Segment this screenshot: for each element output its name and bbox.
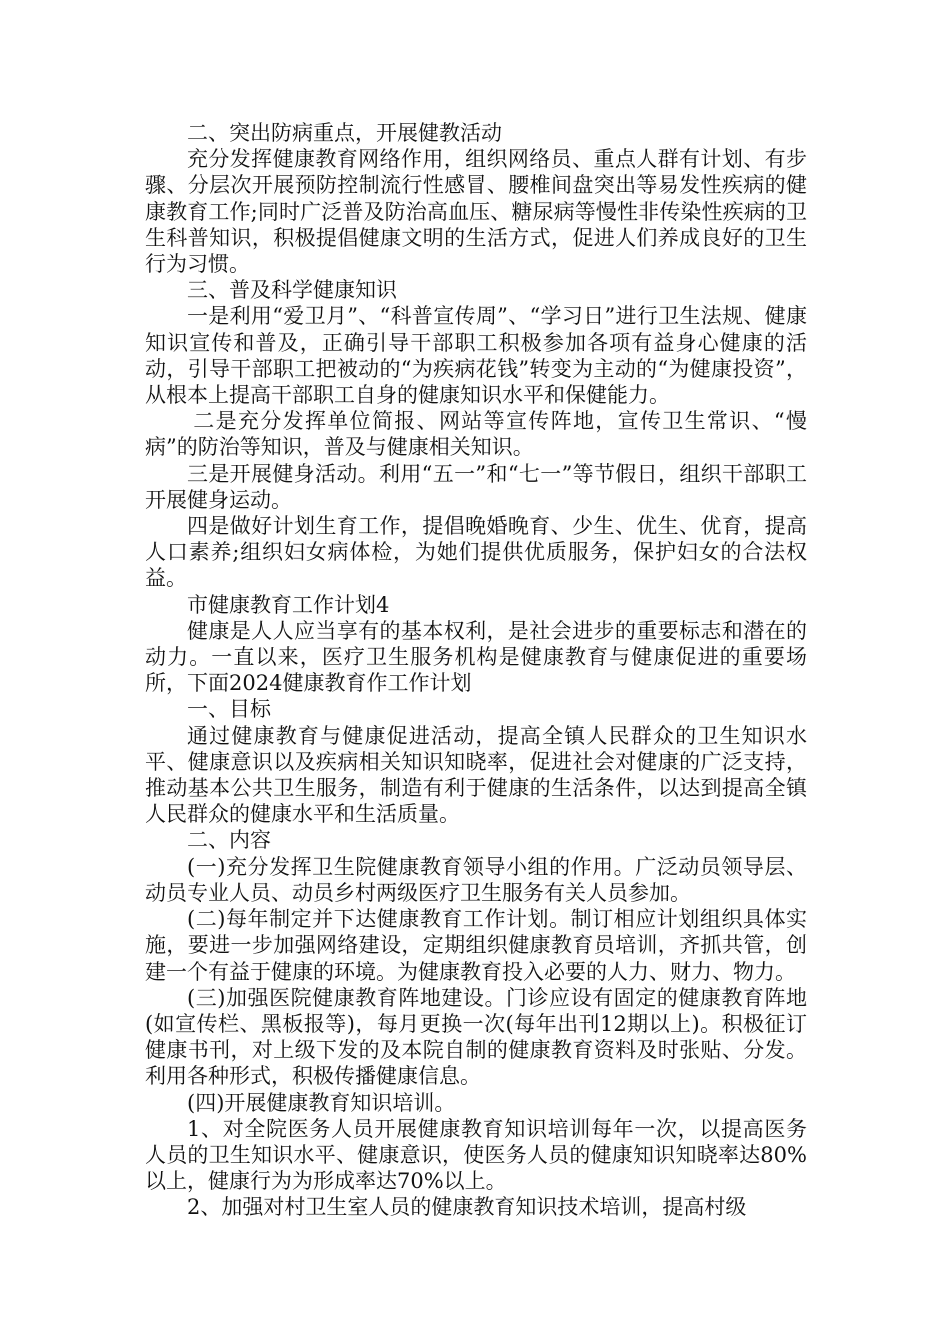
paragraph-network-role: 充分发挥健康教育网络作用，组织网络员、重点人群有计划、有步骤、分层次开展预防控制流行性感冒、腰椎间盘突出等易发性疾病的健康教育工作;同时广泛普及防治高血压、糖尿病等慢性非传染性疾病的卫生科普知识，积极提倡健康文明的生活方式，促进人们养成良好的卫生行为习惯。 — [145, 147, 807, 277]
section-heading-goals: 一、目标 — [187, 697, 271, 722]
paragraph-item-two: 二是充分发挥单位简报、网站等宣传阵地，宣传卫生常识、“慢病”的防治等知识，普及与健康相关知识。 — [145, 409, 807, 460]
paragraph-content-two: (二)每年制定并下达健康教育工作计划。制订相应计划组织具体实施，要进一步加强网络建设，定期组织健康教育员培训，齐抓共管，创建一个有益于健康的环境。为健康教育投入必要的人力、财力、物力。 — [145, 907, 807, 984]
paragraph-item-one: 一是利用“爱卫月”、“科普宣传周”、“学习日”进行卫生法规、健康知识宣传和普及，正确引导干部职工积极参加各项有益身心健康的活动，引导干部职工把被动的“为疾病花钱”转变为主动的“为健康投资”，从根本上提高干部职工自身的健康知识水平和保健能力。 — [145, 304, 807, 408]
paragraph-content-one: (一)充分发挥卫生院健康教育领导小组的作用。广泛动员领导层、动员专业人员、动员乡村两级医疗卫生服务有关人员参加。 — [145, 854, 807, 905]
paragraph-training-two: 2、加强对村卫生室人员的健康教育知识技术培训，提高村级 — [187, 1195, 747, 1220]
document-body — [145, 120, 807, 1221]
paragraph-goals: 通过健康教育与健康促进活动，提高全镇人民群众的卫生知识水平、健康意识以及疾病相关知识知晓率，促进社会对健康的广泛支持，推动基本公共卫生服务，制造有利于健康的生活条件，以达到提高全镇人民群众的健康水平和生活质量。 — [145, 723, 807, 827]
document-title-plan-4: 市健康教育工作计划4 — [187, 592, 390, 617]
paragraph-training-one: 1、对全院医务人员开展健康教育知识培训每年一次，以提高医务人员的卫生知识水平、健康意识，使医务人员的健康知识知晓率达80%以上，健康行为为形成率达70%以上。 — [145, 1116, 807, 1194]
paragraph-introduction: 健康是人人应当享有的基本权利，是社会进步的重要标志和潜在的动力。一直以来，医疗卫生服务机构是健康教育与健康促进的重要场所，下面2024健康教育作工作计划 — [145, 618, 807, 696]
section-heading-disease-prevention: 二、突出防病重点，开展健教活动 — [187, 121, 502, 145]
paragraph-content-four: (四)开展健康教育知识培训。 — [187, 1090, 456, 1115]
section-heading-content: 二、内容 — [187, 828, 271, 853]
paragraph-item-three: 三是开展健身活动。利用“五一”和“七一”等节假日，组织干部职工开展健身运动。 — [145, 461, 807, 512]
section-heading-health-knowledge: 三、普及科学健康知识 — [187, 278, 397, 303]
paragraph-item-four: 四是做好计划生育工作，提倡晚婚晚育、少生、优生、优育，提高人口素养;组织妇女病体检，为她们提供优质服务，保护妇女的合法权益。 — [145, 514, 807, 591]
paragraph-content-three: (三)加强医院健康教育阵地建设。门诊应设有固定的健康教育阵地(如宣传栏、黑板报等)，每月更换一次(每年出刊12期以上)。积极征订健康书刊，对上级下发的及本院自制的健康教育资料及时张贴、分发。利用各种形式，积极传播健康信息。 — [145, 985, 807, 1089]
